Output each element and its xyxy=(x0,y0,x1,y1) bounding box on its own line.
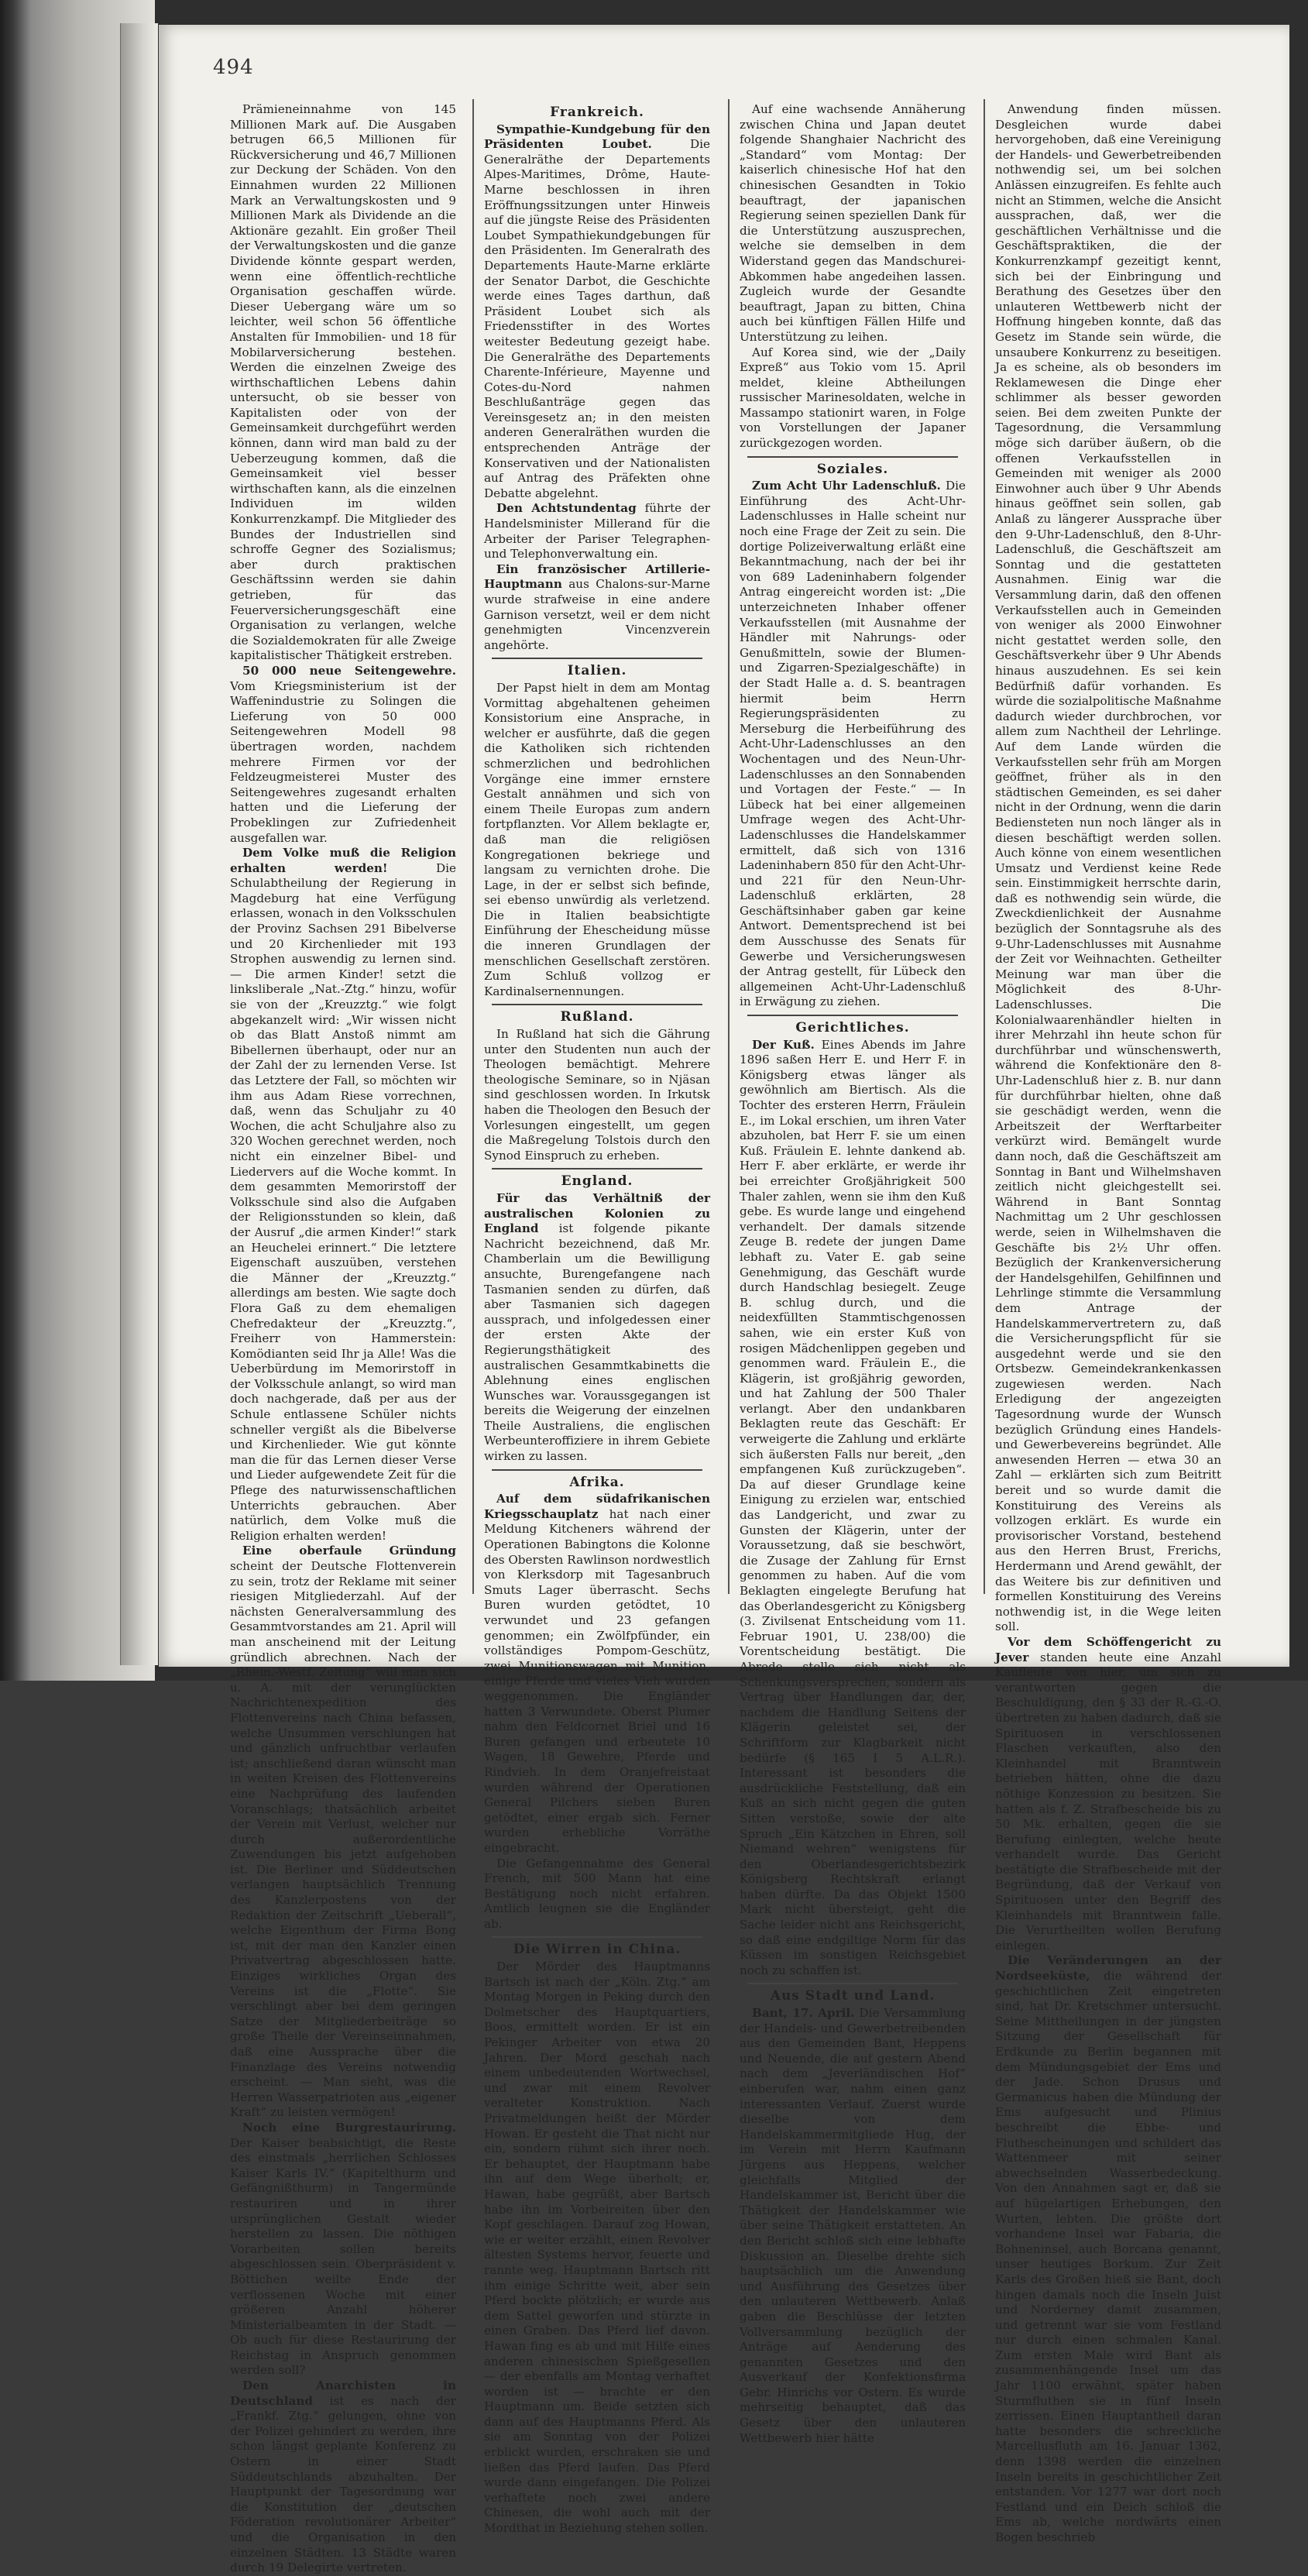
article-lead: Sympathie-Kundgebung für den Präsidenten Loubet. xyxy=(484,122,710,152)
column-rule xyxy=(472,99,474,1594)
article-text: hat nach einer Meldung Kitcheners während der Operationen Babingtons die Kolonne des Obersten Rawlinson nordwestlich von Klerksdorp mit Tagesanbruch Smuts Lager überrascht. Sechs Buren wurden getödtet, 10 verwundet und 23 gefangen genommen; ein Zwölfpfünder, ein vollständiges Pompom-Geschütz, zwei Munitionswagen mit Munition, einige Pferde und vieles Vieh wurden weggenommen. Die Engländer hatten 3 Verwundete. Oberst Plumer nahm den Feldcornet Briel und 16 Buren gefangen und erbeutete 10 Wagen, 18 Gewehre, Pferde und Rindvieh. In dem Oranjefreistaat wurden während der Operationen General Pilchers sieben Buren getödtet, einer ergab sich. Ferner wurden erhebliche Vorräthe eingebracht. xyxy=(484,1506,710,1855)
article-text: führte der Handelsminister Millerand für die Arbeiter der Pariser Telegraphen- und Telephonverwaltung ein. xyxy=(484,501,710,562)
article-lead: Den Anarchisten in Deutschland xyxy=(230,2379,456,2408)
article-paragraph xyxy=(230,846,456,1544)
section-divider xyxy=(492,1168,702,1170)
article-paragraph xyxy=(484,1856,710,1932)
section-heading: Rußland. xyxy=(560,1009,634,1025)
article-paragraph xyxy=(484,1191,710,1465)
section-divider xyxy=(747,1983,958,1984)
section-divider xyxy=(492,658,702,659)
article-paragraph xyxy=(740,345,966,452)
section-divider xyxy=(492,1469,702,1471)
article-paragraph xyxy=(484,681,710,999)
article-lead: Eine oberfaule Gründung xyxy=(242,1544,456,1558)
article-lead: Vor dem Schöffengericht zu Jever xyxy=(995,1634,1221,1664)
article-text: standen heute eine Anzahl Kaufleute von hier, um sich zu verantworten gegen die Beschuldigung, den § 33 der R.-G.-O. übertreten zu haben dadurch, daß sie Spirituosen in verschlossenen Flaschen verkauften, also den Kleinhandel mit Branntwein betrieben hätten, ohne die dazu nöthige Konzession zu besitzen. Sie hatten als f. Z. Strafbescheide bis zu 50 Mk. erhalten, gegen die sie Berufung einlegten, welche heute verhandelt wurde. Das Gericht bestätigte die Strafbescheide mit der Begründung, daß der Verkauf von Spirituosen unter den Begriff des Kleinhandels mit Branntwein falle. Die Verurtheilten wollen Berufung einlegen. xyxy=(995,1650,1221,1953)
column-3 xyxy=(740,102,966,2445)
article-paragraph xyxy=(484,1959,710,2537)
article-paragraph xyxy=(230,102,456,664)
article-text: Der Kaiser beabsichtigt, die Reste des einstmals „herrlichen Schlosses Kaiser Karls IV.“ (Kapitelthurm und Gefängnißthurm) in Tangermünde restauriren und in ihrer ursprünglichen Gestalt wieder herstellen zu lassen. Die nöthigen Vorarbeiten sollen bereits abgeschlossen sein. Oberpräsident v. Böttichen weilte Ende der verflossenen Woche mit einer größeren Anzahl höherer Ministerialbeamten in der Stadt. — Ob auch für diese Restaurirung der Reichstag in Anspruch genommen werden soll? xyxy=(230,2135,456,2378)
article-text: aus Chalons-sur-Marne wurde strafweise in eine andere Garnison versetzt, weil er dem nicht genehmigten Vincenzverein angehörte. xyxy=(484,577,710,652)
section-heading: Italien. xyxy=(567,663,627,679)
article-text: Anwendung finden müssen. Desgleichen wurde dabei hervorgehoben, daß eine Vereinigung der Handels- und Gewerbetreibenden nothwendig sei, um bei solchen Anlässen einzugreifen. Es fehlte auch nicht an Stimmen, welche die Ansicht aussprachen, daß, wer die geschäftlichen Verhältnisse und die Geschäftspraktiken, die der Konkurrenzkampf gezeitigt kennt, sich bei der Einbringung und Berathung des Gesetzes über den unlauteren Wettbewerb nicht der Hoffnung hingeben konnte, daß das Gesetz im Stande sein würde, die unsaubere Konkurrenz zu beseitigen. Ja es scheine, als ob besonders im Reklamewesen die Dinge eher schlimmer als besser geworden seien. Bei dem zweiten Punkte der Tagesordnung, die Versammlung möge sich darüber äußern, ob die offenen Verkaufsstellen in Gemeinden mit weniger als 2000 Einwohner auch über 9 Uhr Abends hinaus geöffnet sein sollen, gab Anlaß zu längerer Aussprache über den 9-Uhr-Ladenschluß, den 8-Uhr-Ladenschluß, die Geschäftszeit am Sonntag und die gestatteten Ausnahmen. Einig war die Versammlung darin, daß den offenen Verkaufsstellen auch in Gemeinden von weniger als 2000 Einwohner nicht gestattet werden solle, den Geschäftsverkehr über 9 Uhr Abends hinaus auszudehnen. Es sei kein Bedürfniß dafür vorhanden. Es würde die sozialpolitische Maßnahme dadurch wieder durchbrochen, vor allem zum Nachtheil der Lehrlinge. Auf dem Lande würden die Verkaufsstellen sehr früh am Morgen geöffnet, früher als in den städtischen Gemeinden, es sei daher nicht in der Ordnung, wenn die darin Bediensteten nun noch länger als in diesen beschäftigt werden sollen. Auch könne von einem wesentlichen Umsatz und Verdienst keine Rede sein. Einstimmigkeit herrschte darin, daß es nothwendig sein würde, die Zweckdienlichkeit der Ausnahme bezüglich der Sonntagsruhe als des 9-Uhr-Ladenschlusses mit Ausnahme der Zeit vor Weihnachten. Getheilter Meinung war man über die Möglichkeit des 8-Uhr-Ladenschlusses. Die Kolonialwaarenhändler hielten in ihrer Mehrzahl ihn heute schon für durchführbar und wünschenswerth, während die Konfektionäre den 8-Uhr-Ladenschluß hier z. B. nur dann für durchführbar hielten, ohne daß sie geschädigt werden, wenn die Arbeitszeit der Werftarbeiter verkürzt wird. Bemängelt wurde dann noch, daß die Geschäftszeit am Sonntag in Bant und Wilhelmshaven zeitlich nicht gleichgestellt sei. Während in Bant Sonntag Nachmittag um 2 Uhr geschlossen werde, seien in Wilhelmshaven die Geschäfte bis 2½ Uhr offen. Bezüglich der Krankenversicherung der Handelsgehilfen, Gehilfinnen und Lehrlinge stimmte die Versammlung dem Antrage der Handelskammervertretern zu, daß die Versicherungspflicht für sie ausgedehnt werde und sie den Ortsbezw. Gemeindekrankenkassen zugewiesen werden. Nach Erledigung der angezeigten Tagesordnung wurde der Wunsch bezüglich Gründung eines Handels- und Gewerbevereins begründet. Alle anwesenden Herren — etwa 30 an Zahl — erklärten sich zum Beitritt bereit und so wurde damit die Konstituirung des Vereins als vollzogen erklärt. Es wurde ein provisorischer Vorstand, bestehend aus den Herren Brust, Frerichs, Herdermann und Arend gewählt, der das Weitere bis zur definitiven und formellen Konstituirung des Vereins nothwendig ist, in die Wege leiten soll. xyxy=(995,102,1221,1634)
article-text: Die Schulabtheilung der Regierung in Magdeburg hat eine Verfügung erlassen, wonach in den Volksschulen der Provinz Sachsen 291 Bibelverse und 20 Kirchenlieder mit 193 Strophen auswendig zu lernen sind. — Die armen Kinder! setzt die linksliberale „Nat.-Ztg.“ hinzu, wofür sie von der „Kreuzztg.“ wie folgt abgekanzelt wird: „Wir wissen nicht ob das Blatt Anstoß nimmt am Bibellernen überhaupt, oder nur an der Zahl der zu lernenden Verse. Ist das Letztere der Fall, so möchten wir ihm aus Adam Riese vorrechnen, daß, wenn das Schuljahr zu 40 Wochen, die acht Schuljahre also zu 320 Wochen gerechnet werden, noch nicht ein einzelner Bibel- und Liedervers auf die Woche kommt. In dem gesammten Memorirstoff der Volksschule sind also die Aufgaben der Religionsstunden so klein, daß der Ausruf „die armen Kinder!“ stark an Heuchelei erinnert.“ Die letztere Eigenschaft auszuüben, verstehen die Männer der „Kreuzztg.“ allerdings am besten. Wie sagte doch Flora Gaß zu dem ehemaligen Chefredakteur der „Kreuzztg.“, Freiherr von Hammerstein: Komödianten seid Ihr ja Alle! Was die Ueberbürdung im Memorirstoff in der Volksschule anlangt, so wird man doch nachgerade, daß per aus der Schule entlassene Schüler nichts schneller vergißt als die Bibelverse und Kirchenlieder. Wie gut könnte man die für das Lernen dieser Verse und Lieder aufgewendete Zeit für die Pflege des naturwissenschaftlichen Unterrichts gebrauchen. Aber natürlich, dem Volke muß die Religion erhalten werden! xyxy=(230,860,456,1543)
section-divider xyxy=(492,1936,702,1938)
section-divider xyxy=(747,1015,958,1016)
article-text: Eines Abends im Jahre 1896 saßen Herr E. und Herr F. in Königsberg etwas länger als gewöhnlich am Biertisch. Als die Tochter des ersteren Herrn, Fräulein E., im Lokal erschien, um ihren Vater abzuholen, bat Herr F. sie um einen Kuß. Fräulein E. lehnte dankend ab. Herr F. aber erklärte, er werde ihr bei erreichter Großjährigkeit 500 Thaler zahlen, wenn sie ihm den Kuß gebe. Es wurde lange und eingehend verhandelt. Der damals sitzende Zeuge B. redete der jungen Dame lebhaft zu. Vater E. gab seine Genehmigung, das Geschäft wurde durch Handschlag besiegelt. Zeuge B. schlug durch, und die neidexfüllten Stammtischgenossen sahen, wie ein erster Kuß von rosigen Mädchenlippen gegeben und genommen ward. Fräulein E., die Klägerin, ist großjährig geworden, und hat Zahlung der 500 Thaler verlangt. Aber den undankbaren Beklagten reute das Geschäft: Er verweigerte die Zahlung und erklärte sich äußersten Falls nur bereit, „den empfangenen Kuß zurückzugeben“. Da auf dieser Grundlage keine Einigung zu erzielen war, entschied das Landgericht, und zwar zu Gunsten der Klägerin, unter der Voraussetzung, daß sie beschwört, die Zusage der Zahlung für Ernst genommen zu haben. Auf die vom Beklagten eingelegte Berufung hat das Oberlandesgericht zu Königsberg (3. Zivilsenat Entscheidung vom 11. Februar 1901, U. 238/00) die Vorentscheidung bestätigt. Die Abrede stelle sich nicht als Schenkungsversprechen, sondern als Vertrag über Handlungen dar, der, nachdem die Handlung Seitens der Klägerin geleistet sei, der Schriftform zur Klagbarkeit nicht bedürfe (§ 165 I 5 A.L.R.). Interessant ist besonders die ausdrückliche Feststellung, daß ein Kuß an sich nicht gegen die guten Sitten verstoße, sowie der alte Spruch „Ein Kätzchen in Ehren, soll Niemand wehren“ wenigstens für den Oberlandesgerichtsbezirk Königsberg Rechtskraft erlangt haben dürfte. Da das Objekt 1500 Mark nicht übersteigt, geht die Sache leider nicht ans Reichsgericht, so daß eine endgiltige Norm für das Küssen im sonstigen Reichsgebiet noch zu schaffen ist. xyxy=(740,1037,966,1977)
article-paragraph xyxy=(740,102,966,345)
page-stack-edge xyxy=(120,23,158,1665)
section-heading: Aus Stadt und Land. xyxy=(770,1988,936,2004)
section-heading: Afrika. xyxy=(569,1474,625,1490)
column-1 xyxy=(230,102,456,2575)
section-heading: Gerichtliches. xyxy=(795,1020,910,1036)
article-paragraph xyxy=(995,1953,1221,2545)
section-divider xyxy=(747,456,958,458)
article-text: Die Gefangennahme des General French, mit 500 Mann hat eine Bestätigung noch nicht erfahren. Amtlich leugnen sie die Engländer ab. xyxy=(484,1856,710,1931)
article-paragraph xyxy=(484,501,710,562)
section-heading: England. xyxy=(561,1173,633,1190)
article-text: Vom Kriegsministerium ist der Waffenindustrie zu Solingen die Lieferung von 50 000 Seitengewehren Modell 98 übertragen worden, nachdem mehrere Firmen vor der Feldzeugmeisterei Muster des Seitengewehres zugesandt erhalten hatten und die Lieferung der Probeklingen zur Zufriedenheit ausgefallen war. xyxy=(230,678,456,845)
article-lead: Der Kuß. xyxy=(752,1037,815,1052)
article-text: Der Mörder des Hauptmanns Bartsch ist nach der „Köln. Ztg.“ am Montag Morgen in Peking durch den Dolmetscher des Hauptquartiers, Boos, ermittelt worden. Er ist ein Pekinger Arbeiter von etwa 20 Jahren. Der Mord geschah nach einem unbedeutenden Wortwechsel, und zwar mit einem Revolver veralteter Konstruktion. Nach Privatmeldungen heißt der Mörder Howan. Er gesteht die That nicht nur ein, sondern rühmt sich ihrer noch. Er behauptet, der Hauptmann habe ihn auf dem Wege überholt; er, Hawan, habe gegrüßt, aber Bartsch habe ihn im Vorbeireiten über den Kopf geschlagen. Darauf zog Howan, wie er weiter erzählt, einen Revolver ältesten Systems hervor, feuerte und rannte weg. Hauptmann Bartsch ritt ihm einige Schritte weit, aber sein Pferd bockte plötzlich; er wurde aus dem Sattel geworfen und stürzte in einen Graben. Das Pferd lief davon. Hawan fing es ab und mit Hilfe eines anderen chinesischen Spießgesellen — der ebenfalls am Montag verhaftet worden ist — brachte er den Hauptmann um. Beide setzten sich dann auf des Hauptmanns Pferd. Als sie am Sonntag von der Polizei erblickt wurden, erschraken sie und ließen das Pferd laufen. Das Pferd wurde dann eingefangen. Die Polizei verhaftete noch zwei andere Chinesen, die wohl auch mit der Mordthat in Beziehung stehen sollen. xyxy=(484,1959,710,2536)
article-text: die während der geschichtlichen Zeit eingetreten sind, hat Dr. Kretschmer untersucht. Seine Mittheilungen in der jüngsten Sitzung der Gesellschaft für Erdkunde zu Berlin begannen mit dem Mündungsgebiet der Ems und der Jade. Schon Drusus und Germanicus haben die Mündung der Ems aufgesucht und Plinius beschreibt die Ebbe- und Fluthescheinungen und schildert das Wattenmeer mit seiner abwechselnden Wasserbedeckung. Von den Annahmen sagt er, daß sie auf hügelartigen Erhebungen, den Wurten, lebten. Die größte dort vorhandene Insel war Fabaria, die Bohneninsel, auch Borcana genannt, unser heutiges Borkum. Zur Zeit Karls des Großen hieß sie Bant, doch hingen damals noch die Inseln Juist und Norderney damit zusammen, und getrennt war sie vom Festland nur durch einen schmalen Kanal. Zum ersten Male wird Bant als zusammenhängende Insel um das Jahr 1100 erwähnt, später haben Sturmfluthen sie in fünf Inseln zerrissen. Einen Hauptantheil daran hatte besonders die schreckliche Marcellusfluth am 16. Januar 1362, denn 1398 werden die einzelnen Inseln bereits in geschichtlicher Zeit entstanden. Vor 1277 war dort noch Festland und ein Deich schloß die Ems ab, welche nordwärts einen Bogen beschrieb xyxy=(995,1969,1221,2544)
article-paragraph xyxy=(484,1027,710,1163)
column-2 xyxy=(484,102,710,2536)
article-paragraph xyxy=(740,479,966,1010)
article-lead: 50 000 neue Seitengewehre. xyxy=(242,663,456,678)
article-lead: Ein französischer Artillerie-Hauptmann xyxy=(484,562,710,592)
article-text: Der Papst hielt in dem am Montag Vormittag abgehaltenen geheimen Konsistorium eine Ansprache, in welcher er ausführte, daß die gegen die Katholiken sich richtenden schmerzlichen und bedrohlichen Vorgänge eine immer ernstere Gestalt annähmen und sich von einem Theile Europas zum andern fortpflanzten. Vor Allem beklagte er, daß man die religiösen Kongregationen bekriege und langsam zu vernichten drohe. Die Lage, in der er selbst sich befinde, sei ebenso unwürdig als verletzend. Die in Italien beabsichtigte Einführung der Ehescheidung müsse die inneren Grundlagen der menschlichen Gesellschaft zerstören. Zum Schluß vollzog er Kardinalsernennungen. xyxy=(484,680,710,998)
article-lead: Für das Verhältniß der australischen Kolonien zu England xyxy=(484,1190,710,1236)
article-paragraph xyxy=(230,2121,456,2379)
article-lead: Noch eine Burgrestaurirung. xyxy=(242,2120,456,2135)
article-text: ist es nach der „Frankf. Ztg.“ gelungen, ohne von der Polizei gehindert zu werden, ihre schon längst geplante Konferenz zu Ostern in einer Stadt Süddeutschlands abzuhalten. Der Hauptpunkt der Tagesordnung war die Konstitution der „deutschen Föderation revolutionärer Arbeiter“ und die Organisation in den einzelnen Städten. 13 Städte waren durch 19 Delegirte vertreten. xyxy=(230,2393,456,2575)
article-text: Die Versammlung der Handels- und Gewerbetreibenden aus den Gemeinden Bant, Heppens und Neuende, die auf gestern Abend nach dem „Jeverländischen Hof“ einberufen war, nahm einen ganz interessanten Verlauf. Zuerst wurde dieselbe von dem Handelskammermitgliede Hug, der im Verein mit Herrn Kaufmann Jürgens aus Heppens, welcher gleichfalls Mitglied der Handelskammer ist, Bericht über die Thätigkeit der Handelskammer wie über seine Thätigkeit erstatteten. An den Bericht schloß sich eine lebhafte Diskussion an. Dieselbe drehte sich hauptsächlich um die Anwendung und Ausführung des Gesetzes über den unlauteren Wettbewerb. Anlaß gaben die Beschlüsse der letzten Vollversammlung bezüglich der Anträge auf Aenderung des genannten Gesetzes und den Ausverkauf der Konfektionsfirma Gebr. Hinrichs vor Ostern. Es wurde mehrseitig behauptet, daß das Gesetz über den unlauteren Wettbewerb hier hätte xyxy=(740,2006,966,2445)
column-rule xyxy=(728,99,730,1594)
article-paragraph xyxy=(740,2006,966,2446)
section-heading: Frankreich. xyxy=(550,105,644,120)
article-paragraph xyxy=(484,122,710,502)
article-text: ist folgende pikante Nachricht bezeichnend, daß Mr. Chamberlain um die Bewilligung ansuchte, Burengefangene nach Tasmanien senden zu dürfen, daß aber Tasmanien sich dagegen aussprach, und infolgedessen einer der ersten Akte der Regierungsthätigkeit des australischen Gesammtkabinetts die Ablehnung eines englischen Wunsches war. Voraussgegangen ist bereits die Weigerung der einzelnen Theile Australiens, die englischen Werbeunteroffiziere in ihrem Gebiete wirken zu lassen. xyxy=(484,1221,710,1464)
article-text: Die Einführung des Acht-Uhr-Ladenschlusses in Halle scheint nur noch eine Frage der Zeit zu sein. Die dortige Polizeiverwaltung erläßt eine Bekanntmachung, nach der bei ihr von 689 Ladeninhabern folgender Antrag eingereicht worden ist: „Die unterzeichneten Inhaber offener Verkaufsstellen (mit Ausnahme der Händler mit Nahrungs- oder Genußmitteln, sowie der Blumen- und Zigarren-Spezialgeschäfte) in der Stadt Halle a. d. S. beantragen hiermit beim Herrn Regierungspräsidenten zu Merseburg die Herbeiführung des Acht-Uhr-Ladenschlusses an den Wochentagen und des Neun-Uhr-Ladenschlusses an den Sonnabenden und Vortagen der Feste.“ — In Lübeck hat bei einer allgemeinen Umfrage wegen des Acht-Uhr-Ladenschlusses die Handelskammer ermittelt, daß sich von 1316 Ladeninhabern 850 für den Acht-Uhr- und 221 für den Neun-Uhr-Ladenschluß erklärten, 28 Geschäftsinhaber gaben gar keine Antwort. Dementsprechend ist bei dem Ausschusse des Senats für Gewerbe und Versicherungswesen der Antrag gestellt, für Lübeck den allgemeinen Acht-Uhr-Ladenschluß in Erwägung zu ziehen. xyxy=(740,479,966,1009)
article-text: Prämieneinnahme von 145 Millionen Mark auf. Die Ausgaben betrugen 66,5 Millionen für Rückversicherung und 46,7 Millionen zur Deckung der Schäden. Von den Einnahmen wurden 22 Millionen Mark an Verwaltungskosten und 9 Millionen Mark als Dividende an die Aktionäre gezahlt. Ein großer Theil der Verwaltungskosten und die ganze Dividende könnte gespart werden, wenn eine öffentlich-rechtliche Organisation geschaffen würde. Dieser Uebergang wäre um so leichter, weil schon 56 öffentliche Anstalten für Immobilien- und 18 für Mobilarversicherung bestehen. Werden die einzelnen Zweige des wirthschaftlichen Lebens dahin untersucht, ob sie besser von Kapitalisten oder von der Gemeinsamkeit durchgeführt werden können, dann wird man bald zu der Ueberzeugung kommen, daß die Gemeinsamkeit viel besser wirthschaften kann, als die einzelnen Individuen im wilden Konkurrenzkampf. Die Mitglieder des Bundes der Industriellen sind schroffe Gegner des Sozialismus; aber durch praktischen Geschäftssinn werden sie dahin getrieben, für das Feuerversicherungsgeschäft eine Organisation zu verlangen, welche die Sozialdemokraten für alle Zweige kapitalistischer Thätigkeit erstreben. xyxy=(230,102,456,663)
article-lead: Auf dem südafrikanischen Kriegsschauplatz xyxy=(484,1492,710,1521)
article-text: Auf eine wachsende Annäherung zwischen China und Japan deutet folgende Shanghaier Nachricht des „Standard“ vom Montag: Der kaiserlich chinesische Hof hat den chinesischen Gesandten in Tokio beauftragt, der japanischen Regierung seinen speziellen Dank für die Unterstützung auszusprechen, welche sie demselben in dem Widerstand gegen das Mandschurei-Abkommen habe angedeihen lassen. Zugleich wurde der Gesandte beauftragt, Japan zu bitten, China auch bei künftigen Fällen Hilfe und Unterstützung zu leihen. xyxy=(740,102,966,344)
article-paragraph xyxy=(484,1492,710,1856)
article-lead: Dem Volke muß die Religion erhalten werden! xyxy=(230,846,456,875)
article-lead: Zum Acht Uhr Ladenschluß. xyxy=(752,479,941,493)
article-paragraph xyxy=(995,102,1221,1635)
page-number: 494 xyxy=(213,56,254,79)
section-heading: Die Wirren in China. xyxy=(513,1942,681,1958)
section-heading: Soziales. xyxy=(816,461,889,477)
article-lead: Die Veränderungen an der Nordseeküste, xyxy=(995,1953,1221,1984)
article-paragraph xyxy=(740,1038,966,1979)
article-text: In Rußland hat sich die Gährung unter den Studenten nun auch der Theologen bemächtigt. Mehrere theologische Seminare, so in Njäsan sind geschlossen worden. In Irkutsk haben die Theologen den Besuch der Vorlesungen eingestellt, um gegen die Maßregelung Tolstois durch den Synod Einspruch zu erheben. xyxy=(484,1027,710,1163)
article-text: Die Generalräthe der Departements Alpes-Maritimes, Drôme, Haute-Marne beschlossen in ihren Eröffnungssitzungen unter Hinweis auf die jüngste Reise des Präsidenten Loubet Sympathiekundgebungen für den Präsidenten. Im Generalrath des Departements Haute-Marne erklärte der Senator Darbot, die Geschichte werde eines Tages darthun, daß Präsident Loubet sich als Friedensstifter in des Wortes weitester Bedeutung gezeigt habe. Die Generalräthe des Departements Charente-Inférieure, Mayenne und Cotes-du-Nord nahmen Beschlußanträge gegen das Vereinsgesetz an; in den meisten anderen Generalräthen wurden die entsprechenden Anträge der Konservativen und der Nationalisten auf Antrag des Präfekten ohne Debatte abgelehnt. xyxy=(484,137,710,500)
article-lead: Den Achtstundentag xyxy=(496,501,637,516)
section-divider xyxy=(492,1004,702,1005)
article-paragraph xyxy=(230,1544,456,2121)
article-paragraph xyxy=(230,2379,456,2576)
article-paragraph xyxy=(230,664,456,846)
newspaper-page xyxy=(159,25,1289,2575)
column-rule xyxy=(984,99,985,1594)
article-lead: Bant, 17. April. xyxy=(752,2006,855,2021)
column-4 xyxy=(995,102,1221,2544)
article-paragraph xyxy=(995,1635,1221,1953)
article-paragraph xyxy=(484,562,710,654)
article-text: scheint der Deutsche Flottenverein zu sein, trotz der Reklame mit seiner riesigen Mitgliederzahl. Auf der nächsten Generalversammlung des Gesammtvorstandes am 21. April will man anscheinend mit der Leitung gründlich abrechnen. Nach der „Rhein.-Westf. Zeitung“ will man sich u. A. mit der verunglückten Nachrichtenexpedition des Flottenvereins nach China befassen, welche Unsummen verschlungen hat und gänzlich unfruchtbar verlaufen ist; anschließend daran wünscht man in weiten Kreisen des Flottenvereins eine Nachprüfung des laufenden Voranschlags; thatsächlich arbeitet der Verein mit Verlust, welcher nur durch außerordentliche Zuwendungen bis jetzt aufgehoben ist. Die Berliner und Süddeutschen verlangen hauptsächlich Trennung des Kanzlerpostens von der Redaktion der Zeitschrift „Ueberall“, welche Eigenthum der Firma Bong ist, mit der man den Kanzler einen Privatvertrag abgeschlossen hatte. Einziges wirkliches Organ des Vereins ist die „Flotte“. Sie verschlingt aber bei dem geringen Satze der Mitgliederbeiträge so große Theile der Vereinseinnahmen, daß eine Aussprache über die Finanzlage des Vereins notwendig erscheint. — Man sieht, was die Herren Wasserpatrioten aus „eigener Kraft“ zu leisten vermögen! xyxy=(230,1559,456,2120)
article-text: Auf Korea sind, wie der „Daily Expreß“ aus Tokio vom 15. April meldet, kleine Abtheilungen russischer Marinesoldaten, welche in Massampo stationirt waren, in Folge von Vorstellungen der Japaner zurückgezogen worden. xyxy=(740,345,966,451)
